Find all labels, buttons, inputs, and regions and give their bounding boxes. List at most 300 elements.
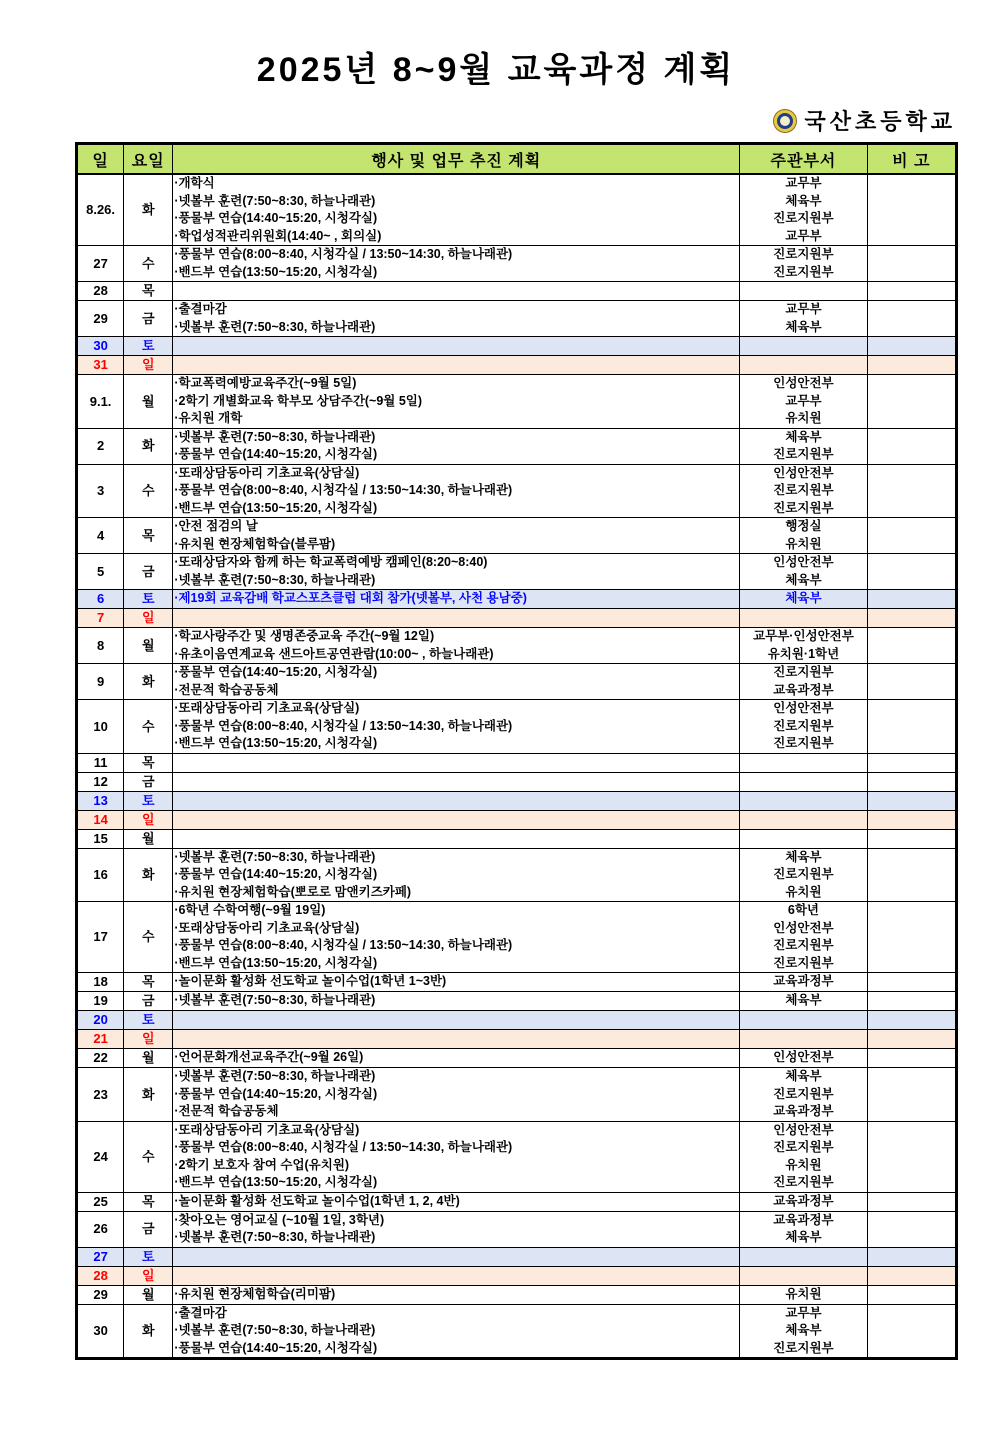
event-line: ·넷볼부 훈련(7:50~8:30, 하늘나래관) bbox=[174, 1069, 376, 1083]
table-row bbox=[77, 810, 957, 829]
dept-cell bbox=[740, 973, 867, 992]
note-cell bbox=[867, 1247, 956, 1266]
dept-cell bbox=[740, 375, 867, 429]
day-cell: 29 bbox=[77, 301, 124, 337]
event-line: ·유치원 개학 bbox=[174, 411, 243, 425]
plan-cell bbox=[173, 428, 740, 464]
dept-cell bbox=[740, 791, 867, 810]
plan-cell bbox=[173, 1266, 740, 1285]
dept-line: 체육부 bbox=[785, 1323, 822, 1337]
table-row bbox=[77, 356, 957, 375]
dept-cell bbox=[740, 664, 867, 700]
dept-cell bbox=[740, 829, 867, 848]
event-line: ·넷볼부 훈련(7:50~8:30, 하늘나래관) bbox=[174, 1230, 376, 1244]
weekday-cell: 수 bbox=[124, 246, 173, 282]
weekday-cell: 목 bbox=[124, 1192, 173, 1211]
note-cell bbox=[867, 992, 956, 1011]
weekday-cell: 수 bbox=[124, 1121, 173, 1192]
table-row bbox=[77, 700, 957, 754]
event-line: ·2학기 개별화교육 학부모 상담주간(~9월 5일) bbox=[174, 393, 423, 408]
table-row bbox=[77, 609, 957, 628]
dept-cell bbox=[740, 992, 867, 1011]
event-line: ·유초이음연계교육 샌드아트공연관람(10:00~ , 하늘나래관) bbox=[174, 646, 494, 661]
dept-line: 체육부 bbox=[785, 849, 822, 864]
event-line: ·또래상담동아리 기초교육(상담실) bbox=[174, 465, 360, 480]
day-cell: 9 bbox=[77, 664, 124, 700]
note-cell bbox=[867, 1285, 956, 1304]
event-line: ·밴드부 연습(13:50~15:20, 시청각실) bbox=[174, 955, 378, 970]
plan-cell bbox=[173, 628, 740, 664]
event-line: ·언어문화개선교육주간(~9월 26일) bbox=[174, 1050, 364, 1065]
dept-cell bbox=[740, 902, 867, 973]
event-line: ·전문적 학습공동체 bbox=[174, 1104, 279, 1118]
event-line: ·유치원 현장체험학습(블루팜) bbox=[174, 536, 336, 551]
dept-cell bbox=[740, 628, 867, 664]
plan-cell bbox=[173, 810, 740, 829]
event-line: ·제19회 교육감배 학교스포츠클럽 대회 참가(넷볼부, 사천 용남중) bbox=[174, 591, 527, 606]
weekday-cell: 일 bbox=[124, 810, 173, 829]
plan-cell bbox=[173, 848, 740, 902]
day-cell: 30 bbox=[77, 337, 124, 356]
weekday-cell: 목 bbox=[124, 518, 173, 554]
day-cell: 3 bbox=[77, 464, 124, 518]
weekday-cell: 수 bbox=[124, 902, 173, 973]
note-cell bbox=[867, 1011, 956, 1030]
table-row bbox=[77, 554, 957, 590]
note-cell bbox=[867, 1049, 956, 1068]
day-cell: 2 bbox=[77, 428, 124, 464]
table-row bbox=[77, 1011, 957, 1030]
dept-line: 교육과정부 bbox=[773, 1212, 834, 1227]
dept-line: 유치원 bbox=[785, 884, 822, 899]
table-row bbox=[77, 301, 957, 337]
table-row bbox=[77, 772, 957, 791]
day-cell: 31 bbox=[77, 356, 124, 375]
dept-cell bbox=[740, 1030, 867, 1049]
plan-cell bbox=[173, 375, 740, 429]
header-day: 일 bbox=[77, 144, 124, 175]
table-row bbox=[77, 1285, 957, 1304]
dept-line: 진로지원부 bbox=[773, 1140, 834, 1154]
plan-cell bbox=[173, 1068, 740, 1122]
schedule-body bbox=[77, 174, 957, 1359]
table-row bbox=[77, 1192, 957, 1211]
event-line: ·넷볼부 훈련(7:50~8:30, 하늘나래관) bbox=[174, 1323, 376, 1337]
dept-line: 인성안전부 bbox=[773, 376, 834, 390]
dept-line: 체육부 bbox=[785, 319, 822, 334]
day-cell: 16 bbox=[77, 848, 124, 902]
table-row bbox=[77, 992, 957, 1011]
table-row bbox=[77, 829, 957, 848]
dept-line: 진로지원부 bbox=[773, 500, 834, 515]
dept-line: 교무부 bbox=[785, 393, 822, 408]
dept-cell bbox=[740, 1049, 867, 1068]
weekday-cell: 화 bbox=[124, 1304, 173, 1359]
dept-cell bbox=[740, 810, 867, 829]
table-row bbox=[77, 1030, 957, 1049]
plan-cell bbox=[173, 772, 740, 791]
weekday-cell: 목 bbox=[124, 753, 173, 772]
table-row bbox=[77, 791, 957, 810]
dept-cell bbox=[740, 1247, 867, 1266]
event-line: ·전문적 학습공동체 bbox=[174, 682, 279, 697]
dept-line: 행정실 bbox=[785, 519, 822, 533]
dept-line: 진로지원부 bbox=[773, 955, 834, 970]
weekday-cell: 화 bbox=[124, 428, 173, 464]
dept-cell bbox=[740, 356, 867, 375]
plan-cell bbox=[173, 829, 740, 848]
dept-cell bbox=[740, 1211, 867, 1247]
weekday-cell: 금 bbox=[124, 772, 173, 791]
table-row bbox=[77, 375, 957, 429]
event-line: ·풍물부 연습(14:40~15:20, 시청각실) bbox=[174, 1086, 378, 1101]
dept-cell bbox=[740, 282, 867, 301]
dept-line: 진로지원부 bbox=[773, 211, 834, 225]
table-row bbox=[77, 664, 957, 700]
day-cell: 27 bbox=[77, 246, 124, 282]
event-line: ·넷볼부 훈련(7:50~8:30, 하늘나래관) bbox=[174, 193, 376, 208]
plan-cell bbox=[173, 791, 740, 810]
dept-cell bbox=[740, 1011, 867, 1030]
weekday-cell: 목 bbox=[124, 282, 173, 301]
dept-line: 유치원 bbox=[785, 411, 822, 425]
table-row bbox=[77, 518, 957, 554]
weekday-cell: 토 bbox=[124, 590, 173, 609]
event-line: ·또래상담동아리 기초교육(상담실) bbox=[174, 701, 360, 715]
plan-cell bbox=[173, 301, 740, 337]
day-cell: 19 bbox=[77, 992, 124, 1011]
dept-cell bbox=[740, 609, 867, 628]
event-line: ·밴드부 연습(13:50~15:20, 시청각실) bbox=[174, 1175, 378, 1189]
event-line: ·또래상담동아리 기초교육(상담실) bbox=[174, 1122, 360, 1137]
table-row bbox=[77, 174, 957, 246]
plan-cell bbox=[173, 464, 740, 518]
note-cell bbox=[867, 664, 956, 700]
plan-cell bbox=[173, 356, 740, 375]
dept-cell bbox=[740, 464, 867, 518]
day-cell: 26 bbox=[77, 1211, 124, 1247]
table-row bbox=[77, 1211, 957, 1247]
event-line: ·풍물부 연습(8:00~8:40, 시청각실 / 13:50~14:30, 하늘나래관) bbox=[174, 1140, 513, 1154]
weekday-cell: 일 bbox=[124, 1030, 173, 1049]
day-cell: 8 bbox=[77, 628, 124, 664]
day-cell: 5 bbox=[77, 554, 124, 590]
dept-cell bbox=[740, 753, 867, 772]
table-row bbox=[77, 973, 957, 992]
weekday-cell: 금 bbox=[124, 554, 173, 590]
event-line: ·찾아오는 영어교실 (~10월 1일, 3학년) bbox=[174, 1212, 385, 1227]
dept-line: 교육과정부 bbox=[773, 1104, 834, 1118]
note-cell bbox=[867, 554, 956, 590]
plan-cell bbox=[173, 700, 740, 754]
event-line: ·넷볼부 훈련(7:50~8:30, 하늘나래관) bbox=[174, 429, 376, 444]
dept-line: 교무부 bbox=[785, 302, 822, 316]
dept-line: 인성안전부 bbox=[773, 465, 834, 480]
dept-line: 진로지원부 bbox=[773, 867, 834, 881]
dept-line: 체육부 bbox=[785, 1230, 822, 1244]
plan-cell bbox=[173, 1121, 740, 1192]
weekday-cell: 월 bbox=[124, 1285, 173, 1304]
day-cell: 28 bbox=[77, 282, 124, 301]
plan-cell bbox=[173, 554, 740, 590]
header-weekday: 요일 bbox=[124, 144, 173, 175]
plan-cell bbox=[173, 518, 740, 554]
event-line: ·학교사랑주간 및 생명존중교육 주간(~9월 12일) bbox=[174, 629, 435, 643]
table-row bbox=[77, 1304, 957, 1359]
event-line: ·풍물부 연습(14:40~15:20, 시청각실) bbox=[174, 211, 378, 225]
event-line: ·놀이문화 활성화 선도학교 놀이수업(1학년 1, 2, 4반) bbox=[174, 1193, 460, 1208]
note-cell bbox=[867, 772, 956, 791]
event-line: ·풍물부 연습(14:40~15:20, 시청각실) bbox=[174, 1340, 378, 1355]
table-row bbox=[77, 628, 957, 664]
weekday-cell: 수 bbox=[124, 700, 173, 754]
dept-line: 교육과정부 bbox=[773, 1193, 834, 1208]
day-cell: 4 bbox=[77, 518, 124, 554]
note-cell bbox=[867, 1030, 956, 1049]
dept-cell bbox=[740, 848, 867, 902]
event-line: ·놀이문화 활성화 선도학교 놀이수업(1학년 1~3반) bbox=[174, 974, 447, 989]
table-row bbox=[77, 1121, 957, 1192]
weekday-cell: 토 bbox=[124, 791, 173, 810]
dept-line: 체육부 bbox=[785, 591, 822, 606]
day-cell: 17 bbox=[77, 902, 124, 973]
dept-cell bbox=[740, 337, 867, 356]
schedule-table bbox=[75, 142, 958, 1360]
event-line: ·풍물부 연습(14:40~15:20, 시청각실) bbox=[174, 867, 378, 881]
note-cell bbox=[867, 282, 956, 301]
note-cell bbox=[867, 1266, 956, 1285]
dept-line: 체육부 bbox=[785, 429, 822, 444]
event-line: ·출결마감 bbox=[174, 1305, 227, 1320]
table-row bbox=[77, 464, 957, 518]
note-cell bbox=[867, 628, 956, 664]
dept-cell bbox=[740, 301, 867, 337]
note-cell bbox=[867, 753, 956, 772]
weekday-cell: 금 bbox=[124, 301, 173, 337]
note-cell bbox=[867, 1121, 956, 1192]
dept-cell bbox=[740, 1192, 867, 1211]
dept-line: 유치원 bbox=[785, 536, 822, 551]
event-line: ·넷볼부 훈련(7:50~8:30, 하늘나래관) bbox=[174, 993, 376, 1008]
day-cell: 6 bbox=[77, 590, 124, 609]
weekday-cell: 일 bbox=[124, 1266, 173, 1285]
day-cell: 25 bbox=[77, 1192, 124, 1211]
dept-line: 인성안전부 bbox=[773, 555, 834, 569]
dept-line: 진로지원부 bbox=[773, 1086, 834, 1101]
plan-cell bbox=[173, 337, 740, 356]
dept-cell bbox=[740, 518, 867, 554]
dept-line: 인성안전부 bbox=[773, 1122, 834, 1137]
day-cell: 21 bbox=[77, 1030, 124, 1049]
table-row bbox=[77, 246, 957, 282]
event-line: ·풍물부 연습(8:00~8:40, 시청각실 / 13:50~14:30, 하늘나래관) bbox=[174, 483, 513, 497]
day-cell: 7 bbox=[77, 609, 124, 628]
day-cell: 10 bbox=[77, 700, 124, 754]
header-note: 비 고 bbox=[867, 144, 956, 175]
dept-line: 6학년 bbox=[787, 903, 819, 917]
day-cell: 11 bbox=[77, 753, 124, 772]
dept-cell bbox=[740, 1121, 867, 1192]
header-dept: 주관부서 bbox=[740, 144, 867, 175]
note-cell bbox=[867, 1068, 956, 1122]
note-cell bbox=[867, 791, 956, 810]
plan-cell bbox=[173, 174, 740, 246]
day-cell: 13 bbox=[77, 791, 124, 810]
day-cell: 9.1. bbox=[77, 375, 124, 429]
dept-cell bbox=[740, 246, 867, 282]
note-cell bbox=[867, 464, 956, 518]
weekday-cell: 월 bbox=[124, 628, 173, 664]
dept-line: 인성안전부 bbox=[773, 1050, 834, 1065]
dept-cell bbox=[740, 428, 867, 464]
plan-cell bbox=[173, 1211, 740, 1247]
dept-line: 체육부 bbox=[785, 1069, 822, 1083]
event-line: ·학교폭력예방교육주간(~9월 5일) bbox=[174, 376, 357, 390]
weekday-cell: 일 bbox=[124, 609, 173, 628]
dept-cell bbox=[740, 1266, 867, 1285]
note-cell bbox=[867, 375, 956, 429]
dept-line: 진로지원부 bbox=[773, 247, 834, 261]
dept-cell bbox=[740, 554, 867, 590]
event-line: ·밴드부 연습(13:50~15:20, 시청각실) bbox=[174, 264, 378, 279]
day-cell: 20 bbox=[77, 1011, 124, 1030]
page-title: 2025년 8~9월 교육과정 계획 bbox=[256, 51, 736, 89]
note-cell bbox=[867, 428, 956, 464]
dept-line: 진로지원부 bbox=[773, 938, 834, 952]
day-cell: 18 bbox=[77, 973, 124, 992]
plan-cell bbox=[173, 590, 740, 609]
dept-line: 교육과정부 bbox=[773, 682, 834, 697]
day-cell: 12 bbox=[77, 772, 124, 791]
plan-cell bbox=[173, 609, 740, 628]
dept-line: 교무부 bbox=[785, 228, 822, 243]
dept-line: 진로지원부 bbox=[773, 718, 834, 733]
plan-cell bbox=[173, 1247, 740, 1266]
event-line: ·개학식 bbox=[174, 176, 215, 190]
note-cell bbox=[867, 246, 956, 282]
note-cell bbox=[867, 1211, 956, 1247]
weekday-cell: 화 bbox=[124, 848, 173, 902]
table-row bbox=[77, 337, 957, 356]
dept-cell bbox=[740, 1285, 867, 1304]
weekday-cell: 토 bbox=[124, 337, 173, 356]
plan-cell bbox=[173, 992, 740, 1011]
event-line: ·학업성적관리위원회(14:40~ , 회의실) bbox=[174, 228, 382, 243]
note-cell bbox=[867, 829, 956, 848]
dept-line: 진로지원부 bbox=[773, 447, 834, 461]
header-row bbox=[77, 144, 957, 175]
event-line: ·풍물부 연습(14:40~15:20, 시청각실) bbox=[174, 665, 378, 679]
day-cell: 15 bbox=[77, 829, 124, 848]
day-cell: 29 bbox=[77, 1285, 124, 1304]
dept-cell bbox=[740, 174, 867, 246]
dept-line: 교육과정부 bbox=[773, 974, 834, 989]
day-cell: 24 bbox=[77, 1121, 124, 1192]
dept-line: 유치원 bbox=[785, 1157, 822, 1172]
note-cell bbox=[867, 1304, 956, 1359]
weekday-cell: 화 bbox=[124, 174, 173, 246]
plan-cell bbox=[173, 753, 740, 772]
school-header bbox=[0, 105, 956, 136]
dept-line: 진로지원부 bbox=[773, 1340, 834, 1355]
day-cell: 28 bbox=[77, 1266, 124, 1285]
dept-line: 유치원 bbox=[785, 1286, 822, 1301]
dept-line: 진로지원부 bbox=[773, 264, 834, 279]
note-cell bbox=[867, 973, 956, 992]
dept-line: 교무부 bbox=[785, 176, 822, 190]
note-cell bbox=[867, 356, 956, 375]
plan-cell bbox=[173, 1192, 740, 1211]
weekday-cell: 금 bbox=[124, 992, 173, 1011]
note-cell bbox=[867, 337, 956, 356]
event-line: ·유치원 현장체험학습(뽀로로 맘앤키즈카페) bbox=[174, 884, 412, 899]
weekday-cell: 화 bbox=[124, 1068, 173, 1122]
plan-cell bbox=[173, 1011, 740, 1030]
event-line: ·넷볼부 훈련(7:50~8:30, 하늘나래관) bbox=[174, 572, 376, 587]
plan-cell bbox=[173, 282, 740, 301]
day-cell: 14 bbox=[77, 810, 124, 829]
dept-line: 체육부 bbox=[785, 572, 822, 587]
weekday-cell: 금 bbox=[124, 1211, 173, 1247]
note-cell bbox=[867, 301, 956, 337]
event-line: ·풍물부 연습(14:40~15:20, 시청각실) bbox=[174, 447, 378, 461]
weekday-cell: 월 bbox=[124, 375, 173, 429]
table-row bbox=[77, 848, 957, 902]
note-cell bbox=[867, 174, 956, 246]
plan-cell bbox=[173, 1049, 740, 1068]
dept-line: 인성안전부 bbox=[773, 701, 834, 715]
dept-line: 진로지원부 bbox=[773, 665, 834, 679]
note-cell bbox=[867, 810, 956, 829]
weekday-cell: 목 bbox=[124, 973, 173, 992]
table-row bbox=[77, 282, 957, 301]
dept-line: 진로지원부 bbox=[773, 736, 834, 750]
day-cell: 8.26. bbox=[77, 174, 124, 246]
day-cell: 22 bbox=[77, 1049, 124, 1068]
event-line: ·넷볼부 훈련(7:50~8:30, 하늘나래관) bbox=[174, 319, 376, 334]
weekday-cell: 토 bbox=[124, 1011, 173, 1030]
event-line: ·풍물부 연습(8:00~8:40, 시청각실 / 13:50~14:30, 하늘나래관) bbox=[174, 247, 513, 261]
weekday-cell: 수 bbox=[124, 464, 173, 518]
dept-line: 진로지원부 bbox=[773, 1175, 834, 1189]
event-line: ·밴드부 연습(13:50~15:20, 시청각실) bbox=[174, 736, 378, 750]
dept-line: 교무부 bbox=[785, 1305, 822, 1320]
school-emblem-icon bbox=[773, 109, 797, 133]
day-cell: 30 bbox=[77, 1304, 124, 1359]
dept-line: 교무부·인성안전부 bbox=[753, 629, 854, 643]
plan-cell bbox=[173, 973, 740, 992]
dept-cell bbox=[740, 1304, 867, 1359]
plan-cell bbox=[173, 664, 740, 700]
dept-cell bbox=[740, 1068, 867, 1122]
weekday-cell: 일 bbox=[124, 356, 173, 375]
plan-cell bbox=[173, 1030, 740, 1049]
weekday-cell: 화 bbox=[124, 664, 173, 700]
event-line: ·넷볼부 훈련(7:50~8:30, 하늘나래관) bbox=[174, 849, 376, 864]
day-cell: 23 bbox=[77, 1068, 124, 1122]
header-plan: 행사 및 업무 추진 계획 bbox=[173, 144, 740, 175]
plan-cell bbox=[173, 1285, 740, 1304]
note-cell bbox=[867, 590, 956, 609]
note-cell bbox=[867, 1192, 956, 1211]
weekday-cell: 월 bbox=[124, 1049, 173, 1068]
event-line: ·밴드부 연습(13:50~15:20, 시청각실) bbox=[174, 500, 378, 515]
event-line: ·풍물부 연습(8:00~8:40, 시청각실 / 13:50~14:30, 하늘나래관) bbox=[174, 938, 513, 952]
dept-line: 체육부 bbox=[785, 993, 822, 1008]
note-cell bbox=[867, 700, 956, 754]
table-row bbox=[77, 902, 957, 973]
weekday-cell: 월 bbox=[124, 829, 173, 848]
